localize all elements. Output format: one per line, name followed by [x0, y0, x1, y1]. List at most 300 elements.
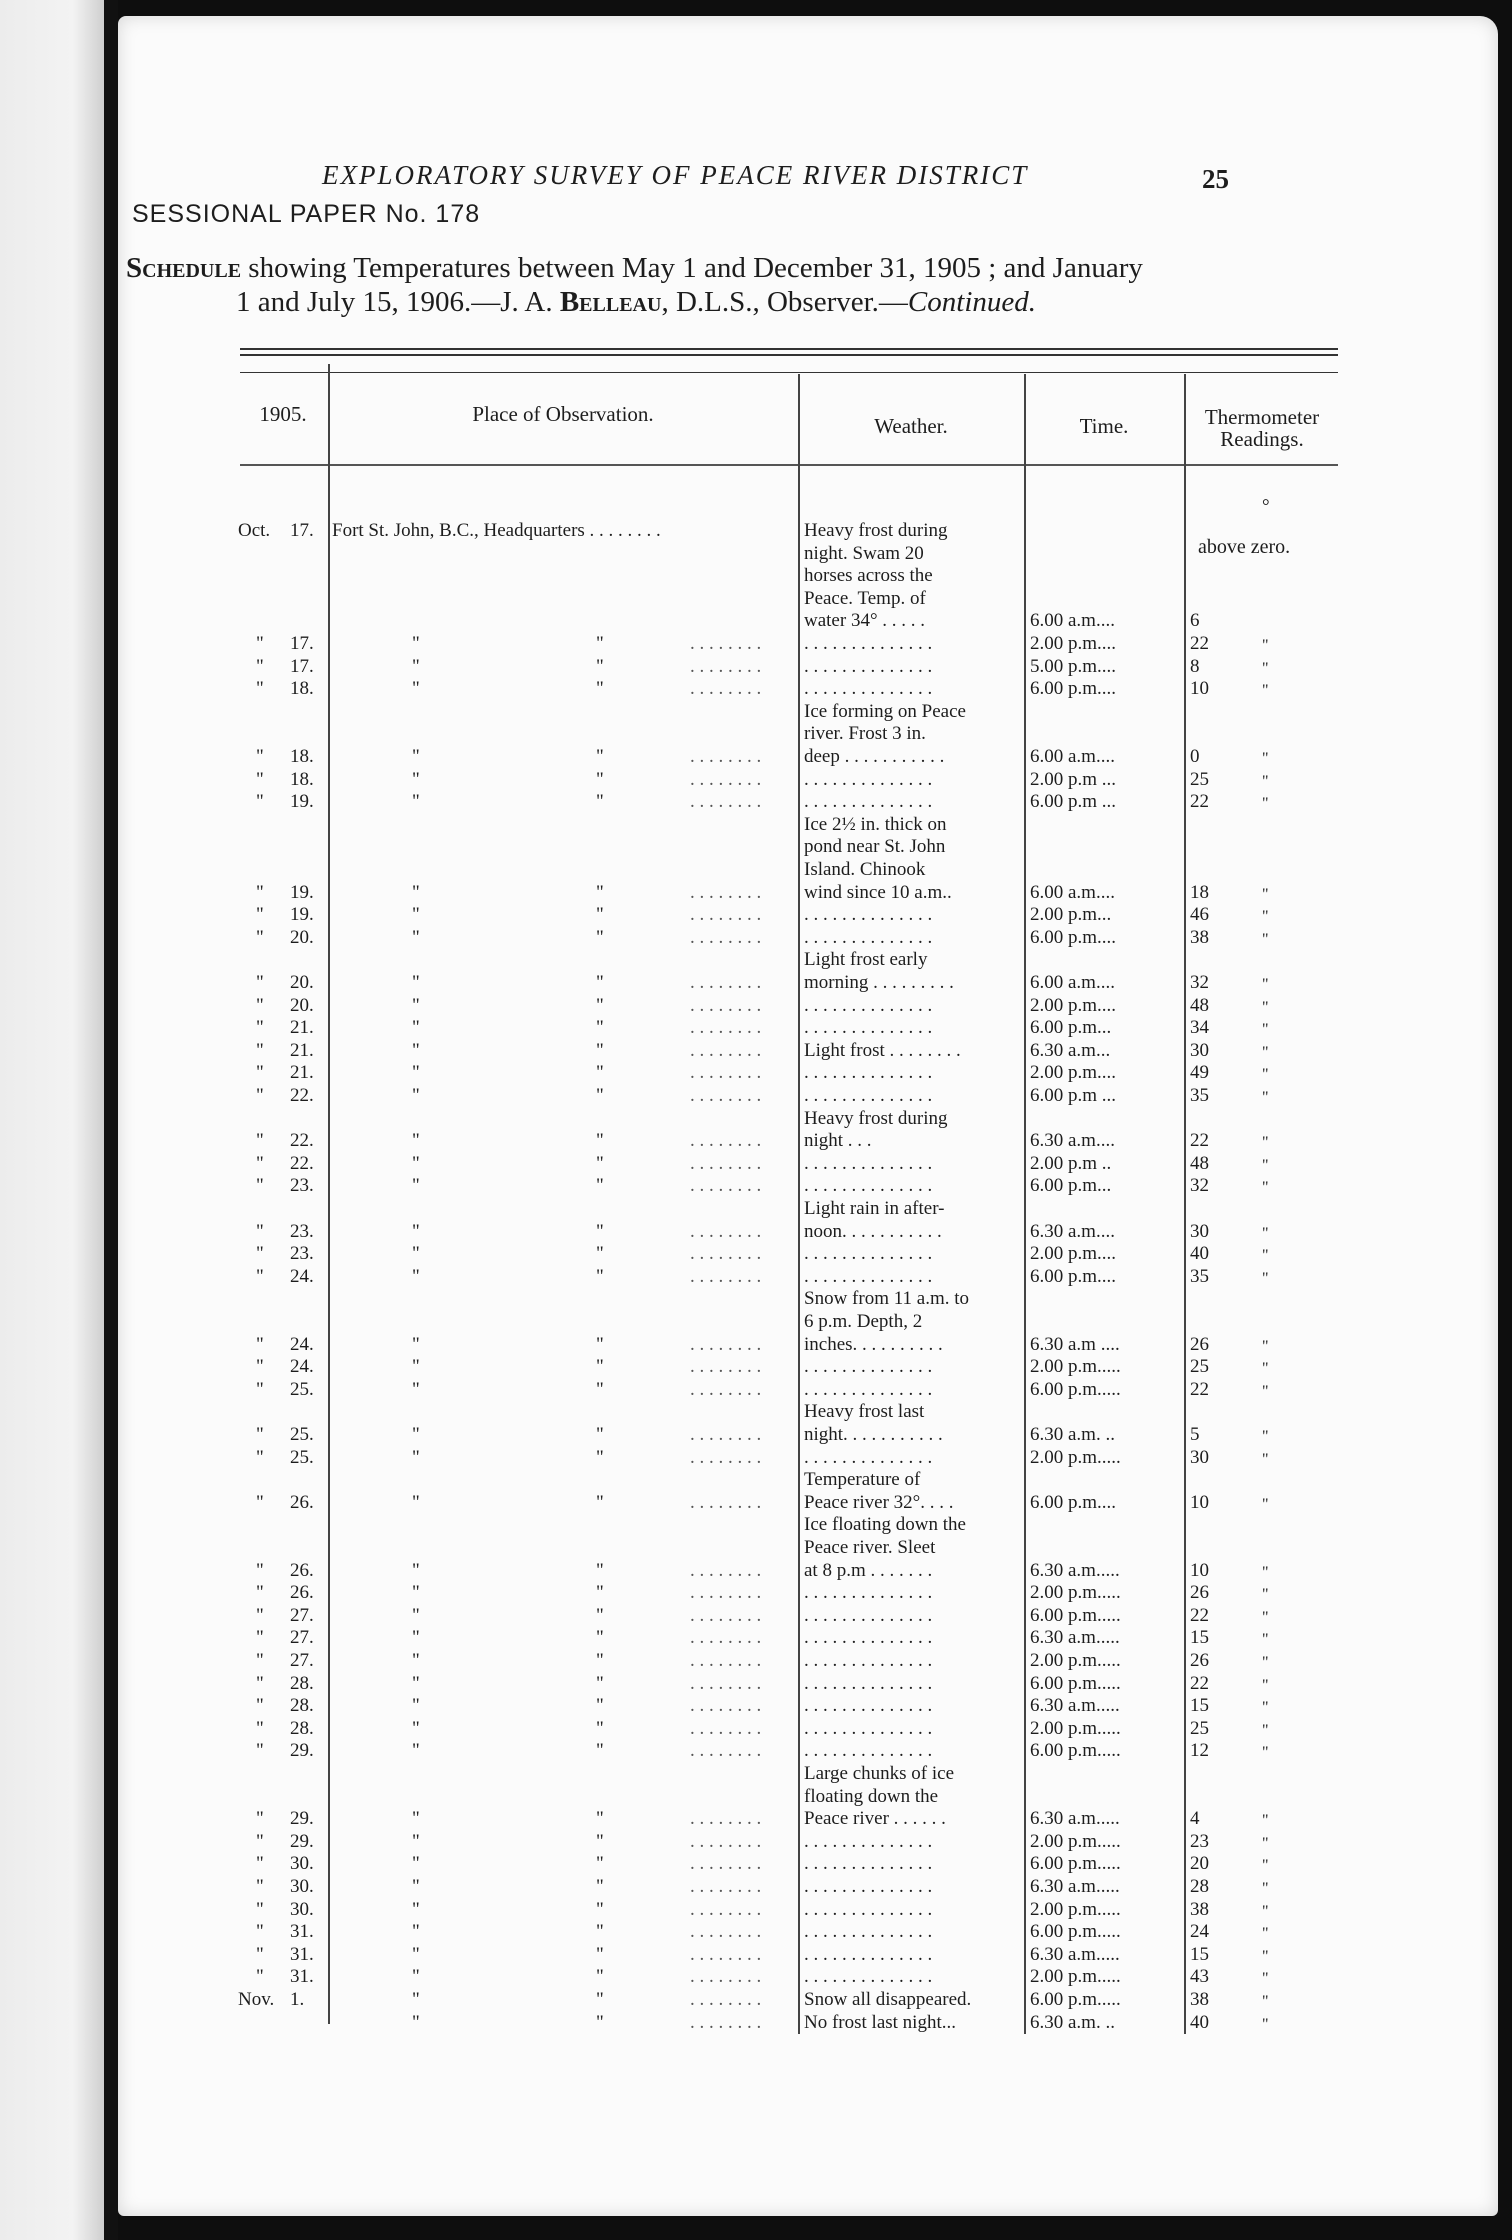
- place-ditto-2: ": [596, 1152, 604, 1174]
- weather-text: Heavy frost during: [804, 520, 948, 541]
- date-month: ": [256, 1220, 264, 1242]
- place-ditto-1: ": [412, 1491, 420, 1513]
- place-ditto-1: ": [412, 1627, 420, 1649]
- observation-time: 6.30 a.m....: [1030, 1220, 1115, 1242]
- place-ditto-2: ": [596, 1650, 604, 1671]
- date-day: 19.: [290, 904, 314, 926]
- schedule-text-1: showing Temperatures between May 1 and December 31, 1905 ; and January: [241, 252, 1143, 284]
- col-header-thermometer: [1186, 406, 1338, 450]
- weather-text: . . . . . . . . . . . . . .: [804, 1446, 933, 1468]
- place-leader-dots: . . . . . . . .: [690, 1808, 762, 1830]
- observation-time: 6.30 a.m.....: [1030, 1559, 1120, 1581]
- place-ditto-1: ": [412, 1898, 420, 1920]
- place-ditto-1: ": [412, 1039, 420, 1061]
- col-divider-1: [328, 364, 330, 2024]
- date-month: ": [256, 1876, 264, 1897]
- temperature-reading: 30: [1190, 1446, 1209, 1468]
- date-day: 30.: [290, 1853, 314, 1875]
- schedule-word: Schedule: [126, 252, 242, 284]
- reading-ditto: ": [1262, 1563, 1269, 1581]
- date-month: ": [256, 1672, 264, 1694]
- place-ditto-1: ": [412, 1943, 420, 1965]
- date-month: ": [256, 678, 264, 700]
- place-ditto-1: ": [412, 1152, 420, 1174]
- temperature-reading: 15: [1190, 1695, 1209, 1717]
- temperature-reading: 25: [1190, 768, 1209, 790]
- place-leader-dots: . . . . . . . .: [690, 768, 762, 790]
- place-leader-dots: . . . . . . . .: [690, 746, 762, 767]
- place-ditto-2: ": [596, 1243, 604, 1265]
- place-leader-dots: . . . . . . . .: [690, 1921, 762, 1943]
- temperature-reading: 46: [1190, 904, 1209, 926]
- observation-time: 6.00 p.m.....: [1030, 1989, 1121, 2010]
- place-ditto-1: ": [412, 1966, 420, 1988]
- reading-ditto: ": [1262, 1812, 1269, 1830]
- observation-time: 6.30 a.m. ..: [1030, 2011, 1115, 2033]
- weather-text: Light frost early: [804, 949, 928, 971]
- place-ditto-1: ": [412, 1378, 420, 1400]
- date-day: 28.: [290, 1695, 314, 1717]
- date-month: ": [256, 1830, 264, 1852]
- weather-text: Peace. Temp. of: [804, 587, 926, 609]
- date-month: ": [256, 1853, 264, 1875]
- place-ditto-2: ": [596, 1424, 604, 1445]
- place-ditto-2: ": [596, 1491, 604, 1513]
- place-ditto-2: ": [596, 1333, 604, 1355]
- place-leader-dots: . . . . . . . .: [690, 1446, 762, 1468]
- observation-time: 2.00 p.m.....: [1030, 1966, 1121, 1988]
- date-day: 19.: [290, 881, 314, 903]
- weather-text: river. Frost 3 in.: [804, 723, 926, 745]
- place-ditto-1: ": [412, 1853, 420, 1875]
- date-day: 23.: [290, 1220, 314, 1242]
- weather-text: night. Swam 20: [804, 542, 924, 564]
- weather-text: . . . . . . . . . . . . . .: [804, 1650, 933, 1671]
- place-leader-dots: . . . . . . . .: [690, 1582, 762, 1604]
- temperature-reading: 40: [1190, 1243, 1209, 1265]
- date-day: 20.: [290, 926, 314, 948]
- observation-time: 6.00 a.m....: [1030, 610, 1115, 632]
- observation-time: 2.00 p.m....: [1030, 1062, 1117, 1084]
- observation-time: 2.00 p.m.....: [1030, 1356, 1121, 1378]
- weather-text: . . . . . . . . . . . . . .: [804, 1898, 933, 1920]
- place-ditto-2: ": [596, 1017, 604, 1039]
- place-ditto-1: ": [412, 1017, 420, 1039]
- place-leader-dots: . . . . . . . .: [690, 1175, 762, 1197]
- place-ditto-1: ": [412, 655, 420, 677]
- weather-text: . . . . . . . . . . . . . .: [804, 904, 933, 926]
- place-ditto-1: ": [412, 1717, 420, 1739]
- place-leader-dots: . . . . . . . .: [690, 1356, 762, 1378]
- observation-time: 6.00 p.m ...: [1030, 791, 1117, 813]
- date-month: ": [256, 926, 264, 948]
- place-ditto-2: ": [596, 1062, 604, 1084]
- place-leader-dots: . . . . . . . .: [690, 1039, 762, 1061]
- col-divider-3: [1024, 374, 1026, 2034]
- place-ditto-1: ": [412, 1243, 420, 1265]
- observation-time: 5.00 p.m....: [1030, 655, 1117, 677]
- weather-text: . . . . . . . . . . . . . .: [804, 1943, 933, 1965]
- temperature-reading: 22: [1190, 1378, 1209, 1400]
- place-leader-dots: . . . . . . . .: [690, 1243, 762, 1265]
- weather-text: deep . . . . . . . . . . .: [804, 746, 945, 767]
- date-month: ": [256, 881, 264, 903]
- reading-ditto: ": [1262, 1744, 1269, 1762]
- place-ditto-2: ": [596, 994, 604, 1016]
- reading-ditto: ": [1262, 1450, 1269, 1468]
- date-month: Nov.: [238, 1989, 275, 2010]
- reading-ditto: ": [1262, 682, 1269, 700]
- place-ditto-1: ": [412, 791, 420, 813]
- reading-ditto: ": [1262, 1066, 1269, 1084]
- col-header-place: Place of Observation.: [472, 402, 654, 426]
- weather-text: Ice 2½ in. thick on: [804, 813, 947, 835]
- temperature-reading: 35: [1190, 1085, 1209, 1106]
- date-month: ": [256, 1627, 264, 1649]
- date-day: 20.: [290, 972, 314, 993]
- date-day: 27.: [290, 1650, 314, 1671]
- observation-time: 6.00 p.m.....: [1030, 1672, 1121, 1694]
- observation-time: 2.00 p.m ..: [1030, 1152, 1112, 1174]
- place-ditto-1: ": [412, 678, 420, 700]
- observer-name: Belleau: [559, 286, 662, 318]
- place-leader-dots: . . . . . . . .: [690, 1424, 762, 1445]
- date-month: ": [256, 655, 264, 677]
- temperature-reading: 26: [1190, 1650, 1209, 1671]
- continued-label: Continued.: [907, 286, 1037, 318]
- temperature-reading: 4: [1190, 1808, 1200, 1830]
- place-ditto-1: ": [412, 1356, 420, 1378]
- place-ditto-1: ": [412, 1333, 420, 1355]
- date-month: ": [256, 1604, 264, 1626]
- reading-ditto: ": [1262, 1947, 1269, 1965]
- observation-time: 6.30 a.m.....: [1030, 1695, 1120, 1717]
- place-leader-dots: . . . . . . . .: [690, 881, 762, 903]
- date-month: ": [256, 1333, 264, 1355]
- place-leader-dots: . . . . . . . .: [690, 994, 762, 1016]
- observation-time: 6.00 p.m.....: [1030, 1604, 1121, 1626]
- place-ditto-2: ": [596, 1853, 604, 1875]
- weather-text: . . . . . . . . . . . . . .: [804, 994, 933, 1016]
- place-leader-dots: . . . . . . . .: [690, 1130, 762, 1152]
- temperature-reading: 22: [1190, 791, 1209, 813]
- weather-text: . . . . . . . . . . . . . .: [804, 1265, 933, 1287]
- date-day: 19.: [290, 791, 314, 813]
- place-leader-dots: . . . . . . . .: [690, 1740, 762, 1762]
- date-day: 1.: [290, 1989, 305, 2010]
- weather-text: Peace river 32°. . . .: [804, 1491, 954, 1513]
- place-leader-dots: . . . . . . . .: [690, 1152, 762, 1174]
- observation-time: 2.00 p.m.....: [1030, 1582, 1121, 1604]
- observation-time: 2.00 p.m.....: [1030, 1446, 1121, 1468]
- weather-text: night. . . . . . . . . . .: [804, 1424, 943, 1445]
- observation-time: 6.00 p.m...: [1030, 1017, 1112, 1039]
- page-number: 25: [1202, 164, 1229, 194]
- observation-time: 6.00 p.m....: [1030, 1491, 1117, 1513]
- place-ditto-2: ": [596, 2011, 604, 2033]
- date-day: 26.: [290, 1491, 314, 1513]
- observation-time: 2.00 p.m....: [1030, 633, 1117, 654]
- date-month: ": [256, 1017, 264, 1039]
- place-ditto-1: ": [412, 1559, 420, 1581]
- place-ditto-2: ": [596, 1356, 604, 1378]
- weather-text: . . . . . . . . . . . . . .: [804, 1062, 933, 1084]
- reading-ditto: ": [1262, 750, 1269, 767]
- temperature-reading: 30: [1190, 1220, 1209, 1242]
- place-ditto-2: ": [596, 1627, 604, 1649]
- date-day: 20.: [290, 994, 314, 1016]
- weather-text: . . . . . . . . . . . . . .: [804, 655, 933, 677]
- date-day: 21.: [290, 1062, 314, 1084]
- reading-ditto: ": [1262, 1224, 1269, 1242]
- weather-text: Large chunks of ice: [804, 1763, 955, 1784]
- place-ditto-1: ": [412, 2011, 420, 2033]
- reading-ditto: ": [1262, 637, 1269, 654]
- temperature-reading: 48: [1190, 1152, 1209, 1174]
- date-day: 24.: [290, 1356, 314, 1378]
- reading-ditto: ": [1262, 1654, 1269, 1671]
- weather-text: . . . . . . . . . . . . . .: [804, 1582, 933, 1604]
- place-leader-dots: . . . . . . . .: [690, 1830, 762, 1852]
- place-ditto-1: ": [412, 1695, 420, 1717]
- weather-text: . . . . . . . . . . . . . .: [804, 1356, 933, 1378]
- observation-time: 6.30 a.m.....: [1030, 1808, 1120, 1830]
- place-ditto-1: ": [412, 1265, 420, 1287]
- running-title: EXPLORATORY SURVEY OF PEACE RIVER DISTRICT: [322, 160, 1029, 190]
- observation-time: 6.30 a.m...: [1030, 1039, 1111, 1061]
- reading-ditto: ": [1262, 930, 1269, 948]
- reading-ditto: ": [1262, 1721, 1269, 1739]
- weather-text: floating down the: [804, 1785, 939, 1807]
- col-divider-4: [1184, 374, 1186, 2034]
- date-day: 30.: [290, 1898, 314, 1920]
- observation-time: 2.00 p.m.....: [1030, 1898, 1121, 1920]
- reading-ditto: ": [1262, 2015, 1269, 2033]
- place-ditto-1: ": [412, 1130, 420, 1152]
- place-ditto-1: ": [412, 904, 420, 926]
- table-top-rule: [240, 348, 1338, 350]
- temperature-reading: 10: [1190, 1559, 1209, 1581]
- temperature-reading: 43: [1190, 1966, 1209, 1988]
- weather-text: . . . . . . . . . . . . . .: [804, 1876, 933, 1897]
- place-leader-dots: . . . . . . . .: [690, 1265, 762, 1287]
- place-ditto-2: ": [596, 1220, 604, 1242]
- date-day: 29.: [290, 1808, 314, 1830]
- date-day: 31.: [290, 1943, 314, 1965]
- sessional-paper-label: SESSIONAL PAPER No. 178: [132, 200, 481, 228]
- reading-ditto: ": [1262, 885, 1269, 903]
- reading-ditto: ": [1262, 1834, 1269, 1852]
- weather-text: Heavy frost during: [804, 1107, 948, 1129]
- reading-ditto: ": [1262, 1247, 1269, 1265]
- place-leader-dots: . . . . . . . .: [690, 1333, 762, 1355]
- place-ditto-2: ": [596, 1898, 604, 1920]
- place-leader-dots: . . . . . . . .: [690, 678, 762, 700]
- place-ditto-2: ": [596, 904, 604, 926]
- date-day: 26.: [290, 1582, 314, 1604]
- observation-time: 6.30 a.m.....: [1030, 1627, 1120, 1649]
- place-ditto-2: ": [596, 1876, 604, 1897]
- observation-time: 6.30 a.m ....: [1030, 1333, 1120, 1355]
- date-month: ": [256, 1808, 264, 1830]
- date-month: ": [256, 904, 264, 926]
- date-day: 22.: [290, 1085, 314, 1106]
- date-month: ": [256, 1152, 264, 1174]
- place-ditto-1: ": [412, 994, 420, 1016]
- weather-text: Light rain in after-: [804, 1198, 945, 1219]
- place-ditto-1: ": [412, 1175, 420, 1197]
- reading-ditto: ": [1262, 1360, 1269, 1378]
- place-ditto-2: ": [596, 1446, 604, 1468]
- reading-ditto: ": [1262, 1993, 1269, 2010]
- reading-ditto: ": [1262, 1089, 1269, 1106]
- temperature-reading: 40: [1190, 2011, 1209, 2033]
- place-leader-dots: . . . . . . . .: [690, 926, 762, 948]
- temperature-reading: 15: [1190, 1627, 1209, 1649]
- place-ditto-2: ": [596, 1989, 604, 2010]
- place-ditto-1: ": [412, 1220, 420, 1242]
- temperature-reading: 8: [1190, 655, 1200, 677]
- schedule-caption-line-2: [236, 286, 1036, 319]
- place-ditto-2: ": [596, 881, 604, 903]
- observation-time: 2.00 p.m...: [1030, 904, 1112, 926]
- date-day: 25.: [290, 1446, 314, 1468]
- temperature-reading: 23: [1190, 1830, 1209, 1852]
- date-day: 27.: [290, 1627, 314, 1649]
- place-ditto-1: ": [412, 1830, 420, 1852]
- temperature-reading: 10: [1190, 678, 1209, 700]
- place-ditto-2: ": [596, 1265, 604, 1287]
- date-month: ": [256, 1062, 264, 1084]
- date-day: 27.: [290, 1604, 314, 1626]
- date-month: ": [256, 1740, 264, 1762]
- reading-ditto: ": [1262, 1134, 1269, 1152]
- weather-text: wind since 10 a.m..: [804, 881, 952, 903]
- weather-text: . . . . . . . . . . . . . .: [804, 791, 933, 813]
- date-day: 26.: [290, 1559, 314, 1581]
- thermo-line-1: Thermometer: [1204, 405, 1320, 429]
- place-leader-dots: . . . . . . . .: [690, 1898, 762, 1920]
- observation-time: 2.00 p.m.....: [1030, 1830, 1121, 1852]
- temperature-reading: 34: [1190, 1017, 1209, 1039]
- date-day: 24.: [290, 1265, 314, 1287]
- reading-ditto: ": [1262, 1337, 1269, 1355]
- observation-time: 6.00 p.m....: [1030, 926, 1117, 948]
- date-month: ": [256, 1650, 264, 1671]
- reading-ditto: ": [1262, 1428, 1269, 1445]
- place-ditto-2: ": [596, 633, 604, 654]
- observation-time: 6.00 p.m.....: [1030, 1853, 1121, 1875]
- place-ditto-1: ": [412, 881, 420, 903]
- weather-text: morning . . . . . . . . .: [804, 972, 954, 993]
- date-day: 21.: [290, 1017, 314, 1039]
- reading-ditto: ": [1262, 1156, 1269, 1174]
- place-ditto-2: ": [596, 1039, 604, 1061]
- place-leader-dots: . . . . . . . .: [690, 655, 762, 677]
- thermo-line-2: Readings.: [1220, 427, 1304, 451]
- place-ditto-2: ": [596, 1378, 604, 1400]
- reading-ditto: ": [1262, 976, 1269, 993]
- place-ditto-1: ": [412, 633, 420, 654]
- place-ditto-1: ": [412, 972, 420, 993]
- place-ditto-2: ": [596, 1966, 604, 1988]
- observation-time: 6.00 p.m...: [1030, 1175, 1112, 1197]
- weather-text: inches. . . . . . . . . .: [804, 1333, 943, 1355]
- date-month: ": [256, 746, 264, 767]
- place-leader-dots: . . . . . . . .: [690, 1085, 762, 1106]
- date-day: 21.: [290, 1039, 314, 1061]
- place-ditto-2: ": [596, 655, 604, 677]
- place-ditto-2: ": [596, 1717, 604, 1739]
- date-month: ": [256, 1356, 264, 1378]
- temperature-reading: 32: [1190, 972, 1209, 993]
- place-leader-dots: . . . . . . . .: [690, 1559, 762, 1581]
- temperature-reading: 15: [1190, 1943, 1209, 1965]
- place-leader-dots: . . . . . . . .: [690, 1062, 762, 1084]
- weather-text: . . . . . . . . . . . . . .: [804, 1243, 933, 1265]
- place-ditto-1: ": [412, 1989, 420, 2010]
- temperature-reading: 24: [1190, 1921, 1209, 1943]
- reading-ditto: ": [1262, 1608, 1269, 1626]
- place-leader-dots: . . . . . . . .: [690, 1853, 762, 1875]
- date-month: ": [256, 633, 264, 654]
- temperature-reading: 26: [1190, 1333, 1209, 1355]
- place-ditto-1: ": [412, 1085, 420, 1106]
- temperature-reading: 26: [1190, 1582, 1209, 1604]
- date-month: Oct.: [238, 520, 271, 541]
- place-of-observation: Fort St. John, B.C., Headquarters . . . . . . . .: [332, 520, 661, 541]
- place-ditto-2: ": [596, 791, 604, 813]
- date-day: 24.: [290, 1333, 314, 1355]
- reading-ditto: ": [1262, 1631, 1269, 1649]
- place-ditto-2: ": [596, 1604, 604, 1626]
- place-leader-dots: . . . . . . . .: [690, 1695, 762, 1717]
- reading-ditto: ": [1262, 772, 1269, 790]
- place-ditto-2: ": [596, 1130, 604, 1152]
- place-ditto-1: ": [412, 1446, 420, 1468]
- weather-text: . . . . . . . . . . . . . .: [804, 1627, 933, 1649]
- temperature-reading: 22: [1190, 1130, 1209, 1152]
- place-ditto-2: ": [596, 926, 604, 948]
- weather-text: . . . . . . . . . . . . . .: [804, 1740, 933, 1762]
- temperature-reading: 22: [1190, 1604, 1209, 1626]
- weather-text: . . . . . . . . . . . . . .: [804, 1085, 933, 1106]
- date-month: ": [256, 1921, 264, 1943]
- date-day: 31.: [290, 1921, 314, 1943]
- weather-text: . . . . . . . . . . . . . .: [804, 1921, 933, 1943]
- observation-time: 6.00 p.m....: [1030, 678, 1117, 700]
- temperature-reading: 22: [1190, 1672, 1209, 1694]
- temperature-reading: 0: [1190, 746, 1200, 767]
- weather-text: Peace river . . . . . .: [804, 1808, 946, 1830]
- weather-text: . . . . . . . . . . . . . .: [804, 1175, 933, 1197]
- temperature-reading: 6: [1190, 610, 1200, 632]
- observation-time: 6.00 p.m ...: [1030, 1085, 1117, 1106]
- weather-text: Ice forming on Peace: [804, 700, 966, 722]
- date-month: ": [256, 791, 264, 813]
- place-ditto-2: ": [596, 972, 604, 993]
- place-leader-dots: . . . . . . . .: [690, 904, 762, 926]
- weather-text: Ice floating down the: [804, 1514, 966, 1536]
- reading-ditto: ": [1262, 1179, 1269, 1197]
- facing-page-edge: [0, 0, 104, 2240]
- date-month: ": [256, 1378, 264, 1400]
- place-leader-dots: . . . . . . . .: [690, 1017, 762, 1039]
- observation-time: 6.30 a.m.....: [1030, 1943, 1120, 1965]
- weather-text: water 34° . . . . .: [804, 610, 926, 632]
- reading-ditto: ": [1262, 1043, 1269, 1061]
- temperature-reading: 38: [1190, 926, 1209, 948]
